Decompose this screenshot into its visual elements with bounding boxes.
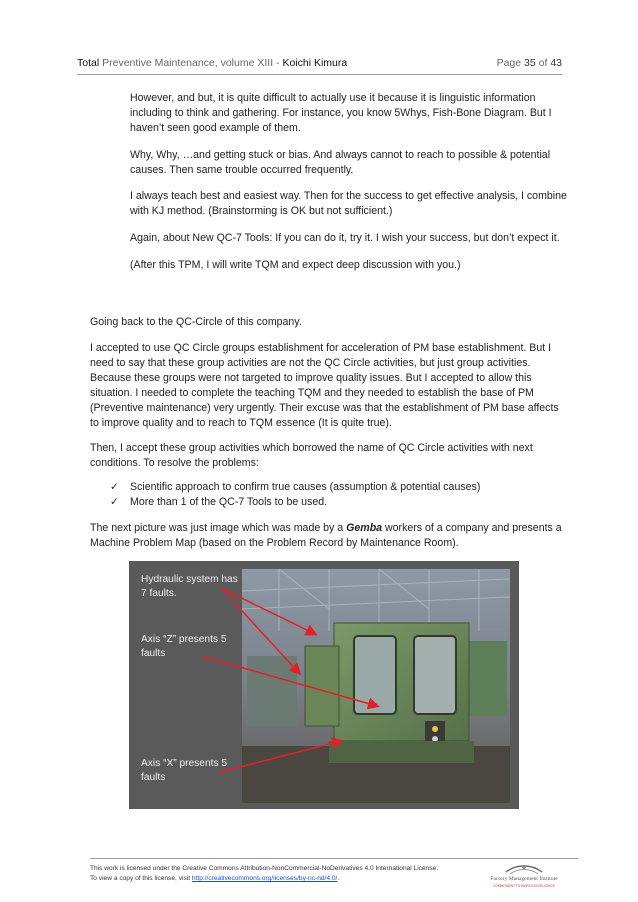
body-paragraph-figure-intro [90,521,570,551]
checklist-text: More than 1 of the QC-7 Tools to be used. [130,496,328,508]
machine-problem-map-figure [129,561,519,809]
indented-paragraph: Again, about New QC-7 Tools: If you can do it, try it. I wish your success, but don’t expect it. [130,232,560,244]
fmi-emblem-icon [484,862,564,876]
fmi-logo-name: Factory Management Institute [490,876,558,882]
page-total: 43 [550,57,562,69]
page-of: of [535,57,551,69]
header-separator: - [273,57,283,69]
page-current: 35 [524,57,536,69]
fmi-logo [484,862,564,892]
callout-axis-z: Axis “Z” presents 5 faults [141,634,227,659]
checklist-item [110,495,327,510]
footer-divider [90,858,578,859]
header-divider [77,74,562,75]
indented-paragraph: (After this TPM, I will write TQM and expect deep discussion with you.) [130,259,461,271]
license-link-prefix: To view a copy of this license, visit [90,875,192,882]
license-footer [90,864,490,884]
indented-paragraph: However, and but, it is quite difficult to actually use it because it is linguistic information including to think and gathering. For instance, you know 5Whys, Fish-Bone Diagram. But I haven’t seen good example of them. [130,92,552,134]
header-title-bold: Total [77,57,100,69]
intro-text: The next picture was just image which was made by a [90,522,347,534]
page-word: Page [496,57,525,69]
checkmark-icon: ✓ [110,481,119,493]
header-title [77,57,347,69]
fmi-logo-tagline: COMMITMENT TO WORLD EXCELLENCE [493,884,555,888]
license-link-suffix: . [337,875,340,882]
callout-hydraulic: Hydraulic system has 7 faults. [141,574,238,599]
callout-axis-x: Axis “X” presents 5 faults [141,758,228,783]
header-author: Koichi Kimura [282,57,348,69]
checklist-text: Scientific approach to confirm true causes (assumption & potential causes) [130,481,481,493]
checklist-item [110,480,480,495]
header-title-rest: Preventive Maintenance, volume XIII [99,57,274,69]
indented-paragraph: I always teach best and easiest way. Then for the success to get effective analysis, I combine with KJ method. (Brainstorming is OK but not sufficient.) [130,190,567,217]
intro-emphasis: Gemba [346,522,383,534]
page-header [77,57,562,69]
body-paragraph: Going back to the QC-Circle of this company. [90,316,302,328]
license-line: This work is licensed under the Creative Commons Attribution-NonCommercial-NoDerivatives 4.0 International License. [90,865,439,872]
checkmark-icon: ✓ [110,496,119,508]
page-number [497,57,562,69]
license-link-line [90,874,490,884]
intro-text: workers of a company and presents a Machine Problem Map (based on the Problem Record by Maintenance Room). [90,522,562,549]
body-paragraph: Then, I accept these group activities which borrowed the name of QC Circle activities with next conditions. To resolve the problems: [90,442,533,469]
indented-paragraph: Why, Why, …and getting stuck or bias. And always cannot to reach to possible & potential causes. Then same trouble occurred frequently. [130,149,551,176]
license-link[interactable]: http://creativecommons.org/licenses/by-nc-nd/4.0/ [191,875,338,882]
body-paragraph: I accepted to use QC Circle groups establishment for acceleration of PM base establishment. But I need to say that these group activities are not the QC Circle activities, but just group activities. Because these groups were not targeted to improve quality issues. But I accepted to allow this situation. I needed to complete the teaching TQM and they needed to establish the base of PM (Preventive maintenance) very urgently. Their excuse was that the establishment of PM base affects to improve quality and to reach to TQM essence (It is quite true). [90,342,559,429]
